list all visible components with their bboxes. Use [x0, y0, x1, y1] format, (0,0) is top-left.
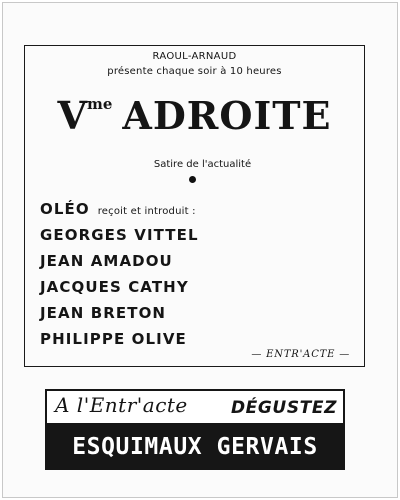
show-subtitle: Satire de l'actualité: [153, 159, 252, 170]
cast-member: [40, 329, 199, 355]
title-numeral: V: [57, 93, 87, 138]
cast-member: [40, 303, 199, 329]
intermission-label: — ENTR'ACTE —: [251, 349, 350, 360]
cast-list: [40, 199, 199, 355]
cast-name: PHILIPPE OLIVE: [40, 330, 187, 348]
schedule-line: présente chaque soir à 10 heures: [107, 66, 282, 77]
cast-name: JEAN BRETON: [40, 304, 167, 322]
cast-member: [40, 277, 199, 303]
bullet-dot: [189, 176, 196, 183]
ad-product-banner: ESQUIMAUX GERVAIS: [45, 425, 345, 470]
ad-script-line: A l'Entr'acte: [55, 393, 188, 417]
show-title: [25, 93, 364, 138]
title-ordinal-suffix: me: [86, 95, 113, 113]
advertisement: [45, 389, 345, 470]
ad-top-band: [45, 389, 345, 425]
title-word: ADROITE: [122, 93, 332, 138]
presenter-name: RAOUL-ARNAUD: [152, 51, 237, 62]
cast-name: GEORGES VITTEL: [40, 226, 199, 244]
cast-name: OLÉO: [40, 200, 90, 218]
cast-note: reçoit et introduit :: [97, 206, 196, 217]
cast-member: [40, 199, 199, 225]
cast-name: JACQUES CATHY: [40, 278, 189, 296]
cast-member: [40, 251, 199, 277]
program-box: [24, 45, 365, 367]
cast-name: JEAN AMADOU: [40, 252, 173, 270]
ad-verb: DÉGUSTEZ: [230, 398, 337, 418]
cast-member: [40, 225, 199, 251]
